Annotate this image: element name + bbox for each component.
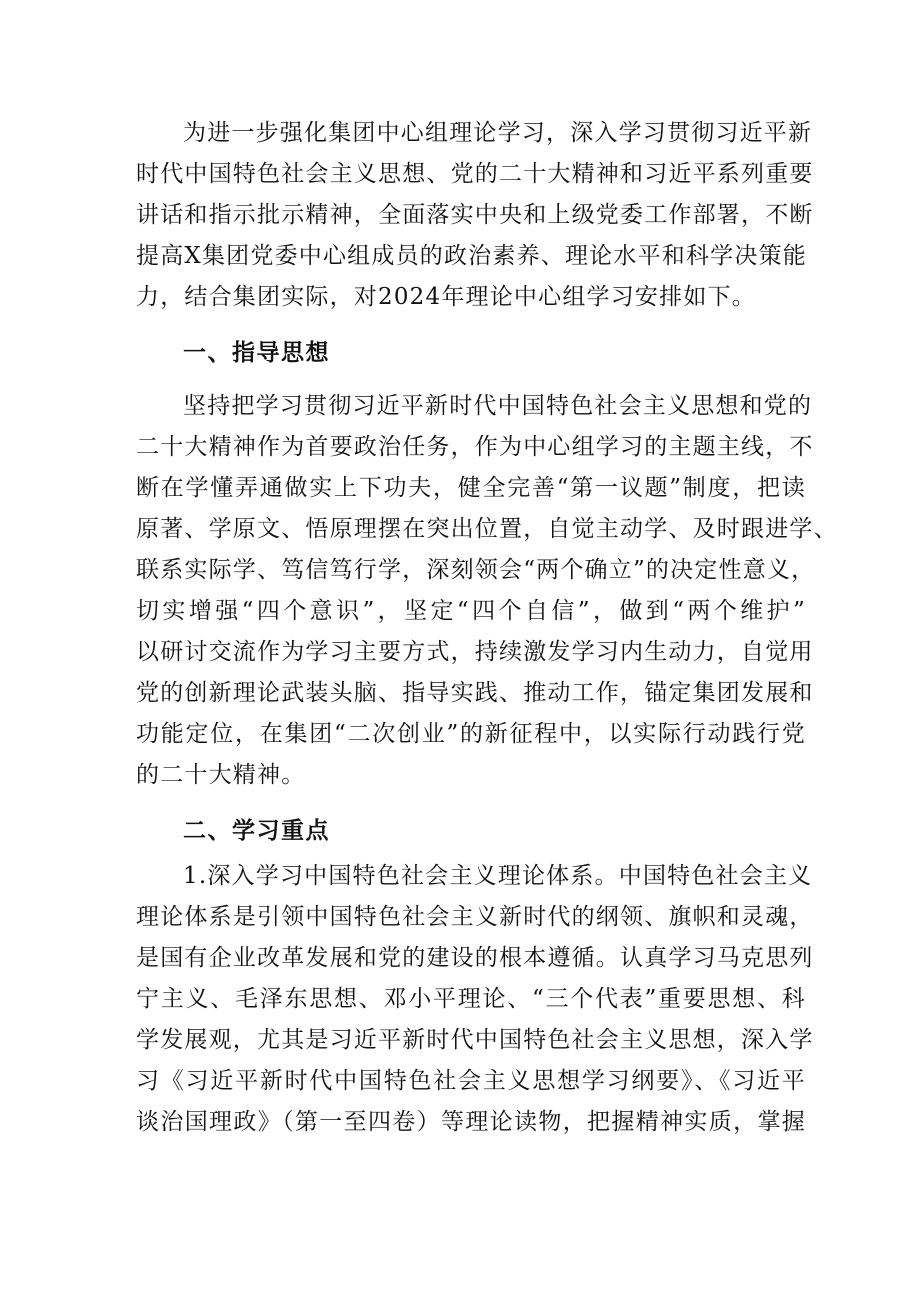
intro-line-2: 时代中国特色社会主义思想、党的二十大精神和习近平系列重要 [136, 161, 814, 187]
intro-line-5: 力，结合集团实际，对2024年理论中心组学习安排如下。 [136, 284, 756, 310]
section2-line-1: 1.深入学习中国特色社会主义理论体系。中国特色社会主义 [183, 863, 813, 889]
intro-line-4: 提高X集团党委中心组成员的政治素养、理论水平和科学决策能 [136, 243, 807, 269]
section2-line-7: 谈治国理政》（第一至四卷）等理论读物，把握精神实质，掌握 [136, 1109, 806, 1135]
section2-line-3: 是国有企业改革发展和党的建设的根本遵循。认真学习马克思列 [136, 945, 814, 971]
section-heading-study-focus: 二、学习重点 [183, 818, 330, 844]
section1-line-8: 党的创新理论武装头脑、指导实践、推动工作，锚定集团发展和 [136, 680, 814, 706]
section1-line-2: 二十大精神作为首要政治任务，作为中心组学习的主题主线，不 [136, 434, 814, 460]
section1-line-3: 断在学懂弄通做实上下功夫，健全完善“第一议题”制度，把读 [136, 475, 806, 501]
section1-line-9: 功能定位，在集团“二次创业”的新征程中，以实际行动践行党 [136, 721, 806, 747]
section2-line-2: 理论体系是引领中国特色社会主义新时代的纲领、旗帜和灵魂， [136, 904, 814, 930]
section-heading-guiding-thought: 一、指导思想 [183, 340, 330, 366]
section1-line-1: 坚持把学习贯彻习近平新时代中国特色社会主义思想和党的 [183, 393, 813, 419]
section1-line-5: 联系实际学、笃信笃行学，深刻领会“两个确立”的决定性意义， [136, 557, 816, 583]
section2-line-5: 学发展观，尤其是习近平新时代中国特色社会主义思想，深入学 [136, 1027, 814, 1053]
section2-line-4: 宁主义、毛泽东思想、邓小平理论、“三个代表”重要思想、科 [136, 986, 806, 1012]
intro-line-1: 为进一步强化集团中心组理论学习，深入学习贯彻习近平新 [183, 120, 813, 146]
section1-line-7: 以研讨交流作为学习主要方式，持续激发学习内生动力，自觉用 [136, 639, 814, 665]
section1-line-6: 切实增强“四个意识”，坚定“四个自信”，做到“两个维护” [136, 598, 806, 624]
intro-line-3: 讲话和指示批示精神，全面落实中央和上级党委工作部署，不断 [136, 202, 814, 228]
section2-line-6: 习《习近平新时代中国特色社会主义思想学习纲要》、《习近平 [136, 1068, 806, 1094]
section1-line-4: 原著、学原文、悟原理摆在突出位置，自觉主动学、及时跟进学、 [136, 516, 838, 542]
section1-line-10: 的二十大精神。 [136, 762, 306, 788]
